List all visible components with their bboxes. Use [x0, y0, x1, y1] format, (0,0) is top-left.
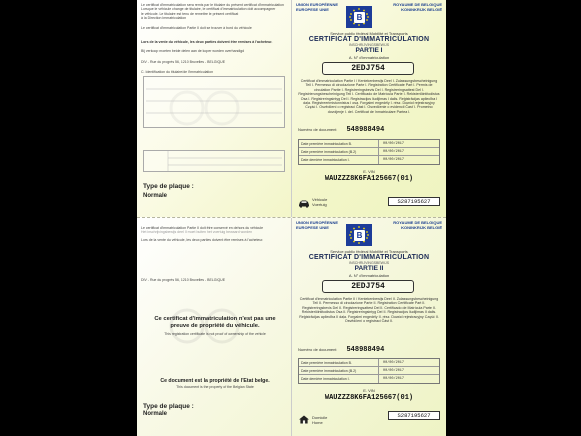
date-label: Date première immatriculation (B.2)	[301, 367, 379, 375]
be-subtext: KONINKRIJK BELGIË	[401, 225, 442, 230]
intro-line: le véhicule. Le titulaire est tenu de remettre le présent certificat	[141, 11, 239, 16]
eu-flag-icon	[346, 224, 372, 246]
icon-label	[312, 416, 327, 425]
date-label: Date première immatriculation B.	[301, 140, 379, 148]
part-description: Certificat d'immatriculation Partie I / Kentekenbewijs Deel I. Zulassungsbescheinigung Teil I. Permesso di circolazione Parte I. Registration Certificate Part I. Permis de circulation Partie I. Registreringsbevis Del I. Registreringsattest Del I. Registrierungsbescheinigung Teil I. Certificado de Matrícula Parte I. Rekisteriöintitodistus Osa I. Registreringsintyg Del I. Registracijos liudijimas I dalis. Reģistrācijas apliecība I daļa. Registreerimistunnistus I osa. Forgalmi engedély I. rész. Dowód rejestracyjny Część I. Osvědčení o registraci Část I. Osvedčenie o evidencii Časť I. Prometno dovoljenje I. del. Certificat de înmatriculare Partea I.	[298, 79, 440, 114]
section-a-text: Lors de la vente du véhicule, les deux parties doivent être remises à l'acheteur.	[141, 40, 273, 44]
serial-number: S287195627	[388, 411, 440, 420]
section-a-sub: Bij verkoop moeten beide delen aan de koper worden overhandigd	[141, 49, 245, 53]
document-number-row	[298, 346, 440, 354]
be-label	[393, 2, 442, 12]
part-number: PARTIE I	[355, 47, 383, 54]
eu-text: UNION EUROPÉENNE	[296, 2, 339, 7]
date-row	[299, 148, 439, 156]
header-row	[296, 220, 442, 248]
eu-text: UNION EUROPÉENNE	[296, 220, 339, 225]
service-text: Service public fédéral Mobilité et Transports	[330, 249, 408, 254]
certificate-subtitle: INSCHRIJVINGSBEWIJS	[348, 43, 390, 47]
date-value: 00/00/2017	[383, 158, 405, 162]
be-subtext: KONINKRIJK BELGIË	[401, 7, 442, 12]
date-value: 00/00/2017	[383, 369, 405, 373]
icon-label-line: Véhicule	[312, 197, 328, 202]
certificate-title: CERTIFICAT D'IMMATRICULATION	[308, 36, 430, 43]
eu-subtext: EUROPESE UNIE	[296, 7, 329, 12]
dates-table	[298, 139, 440, 165]
intro-text	[141, 226, 287, 235]
certificate-part-2	[137, 218, 446, 436]
plate-type-value: Normale	[143, 411, 168, 417]
intro-line: Het inschrijvingsbewijs deel II moet buiten het voertuig bewaard worden	[141, 230, 253, 235]
date-value: 00/00/2017	[383, 142, 405, 146]
date-label: Date dernière immatriculation I.	[301, 156, 379, 164]
eu-flag-icon	[346, 6, 372, 28]
part-2-right-panel	[291, 218, 446, 436]
ownership-notice-sub: This registration certificate is not proof of ownership of the vehicle	[164, 332, 266, 336]
date-row	[299, 140, 439, 148]
date-label: Date première immatriculation B.	[301, 359, 379, 367]
certificate-title: CERTIFICAT D'IMMATRICULATION	[308, 254, 430, 261]
registration-certificate-sheet	[137, 0, 446, 436]
vin-label: E. VIN	[363, 388, 375, 393]
document-number-label: Numéro de document	[298, 127, 337, 132]
eu-subtext: EUROPESE UNIE	[296, 225, 329, 230]
document-number-label: Numéro de document	[298, 347, 337, 352]
icon-label	[312, 198, 327, 207]
registration-plate: 2EDJ754	[322, 62, 414, 75]
intro-line: Le certificat d'immatriculation Partie II doit être conservé en dehors du véhicule	[141, 226, 264, 230]
intro-line: Le certificat d'immatriculation sera remis par le titulaire du présent certificat d'immatriculation	[141, 3, 284, 7]
country-code: B	[354, 230, 365, 241]
date-value: 00/00/2017	[383, 361, 405, 365]
home-icon	[298, 415, 310, 424]
intro-line: à la Direction Immatriculation	[141, 15, 187, 20]
section-a-text: Lors de la vente du véhicule, les deux parties doivent être remises à l'acheteur.	[141, 238, 264, 242]
field-lines	[144, 77, 284, 127]
certificate-part-1	[137, 0, 446, 218]
be-text: ROYAUME DE BELGIQUE	[393, 2, 442, 7]
country-code: B	[354, 12, 365, 23]
vin-number: WAUZZZ8K6FA125667(01)	[324, 175, 414, 183]
icon-label-line: Domicile	[312, 415, 328, 420]
dates-table	[298, 358, 440, 384]
certificate-subtitle: INSCHRIJVINGSBEWIJS	[348, 261, 390, 265]
eu-label	[296, 220, 338, 230]
intro-line: Lorsque le véhicule change de titulaire, le certificat d'immatriculation doit accompagner	[141, 7, 276, 12]
state-property-sub: This document is the property of the Belgian State	[176, 385, 254, 389]
document-number-row	[298, 126, 440, 134]
holder-field	[143, 76, 285, 128]
eu-label	[296, 2, 338, 12]
address-text: DIV - Rue du progrès 56, 1210 Bruxelles - BELGIQUE	[141, 60, 226, 64]
icon-label-line: Home	[312, 419, 323, 425]
part-1-right-panel	[291, 0, 446, 218]
part-description: Certificat d'immatriculation Partie II / Kentekenbewijs Deel II. Zulassungsbescheinigung Teil II. Permesso di circolazione Parte II. Registration Certificate Part II. Registreringsbevis Del II. Registreringsattest Del II. Certificado de Matrícula Parte II. Rekisteriöintitodistus Osa II. Registreringsintyg Del II. Registracijos liudijimas II dalis. Reģistrācijas apliecība II daļa. Forgalmi engedély II. rész. Dowód rejestracyjny Część II. Osvědčení o registraci Část II.	[299, 297, 439, 324]
date-row	[299, 375, 439, 383]
registration-number-label: A. N° d'immatriculation	[348, 55, 390, 60]
serial-number: S287195627	[388, 197, 440, 206]
intro-text	[141, 3, 287, 20]
plate-type-label: Type de plaque :	[143, 403, 194, 410]
part-1-left-panel	[137, 0, 291, 218]
address-text: DIV - Rue du progrès 56, 1210 Bruxelles - BELGIQUE	[141, 278, 226, 282]
registration-plate: 2EDJ754	[322, 280, 414, 293]
vin-label: E. VIN	[363, 169, 375, 174]
document-number: 548988494	[346, 346, 385, 354]
part-number: PARTIE II	[354, 265, 384, 272]
header-row	[296, 2, 442, 30]
plate-type-label: Type de plaque :	[143, 183, 194, 190]
state-property-notice: Ce document est la propriété de l'Etat belge.	[160, 378, 270, 384]
ownership-field	[143, 150, 285, 172]
registration-number-label: A. N° d'immatriculation	[348, 273, 390, 278]
date-row	[299, 156, 439, 164]
heading-c: C. Identification du titulaire/de l'immatriculation	[141, 70, 214, 74]
date-value: 00/00/2017	[383, 377, 405, 381]
date-row	[299, 359, 439, 367]
ownership-notice: Ce certificat d'immatriculation n'est pas une preuve de propriété du véhicule.	[154, 316, 276, 329]
vin-number: WAUZZZ8K6FA125667(01)	[324, 394, 414, 402]
service-text: Service public fédéral Mobilité et Transports	[330, 31, 408, 36]
part-2-left-panel	[137, 218, 291, 436]
date-row	[299, 367, 439, 375]
be-text: ROYAUME DE BELGIQUE	[393, 220, 442, 225]
plate-type-value: Normale	[143, 193, 168, 199]
field-lines	[144, 151, 284, 171]
be-label	[393, 220, 442, 230]
date-label: Date dernière immatriculation I.	[301, 375, 379, 383]
section-ghost-text: Le certificat d'immatriculation Partie II doit se trouver à bord du véhicule	[141, 26, 252, 30]
date-label: Date première immatriculation (B.2)	[301, 148, 379, 156]
icon-label-line: Voertuig	[312, 201, 327, 207]
date-value: 00/00/2017	[383, 150, 405, 154]
document-number: 548988494	[346, 126, 385, 134]
car-icon	[298, 199, 310, 208]
